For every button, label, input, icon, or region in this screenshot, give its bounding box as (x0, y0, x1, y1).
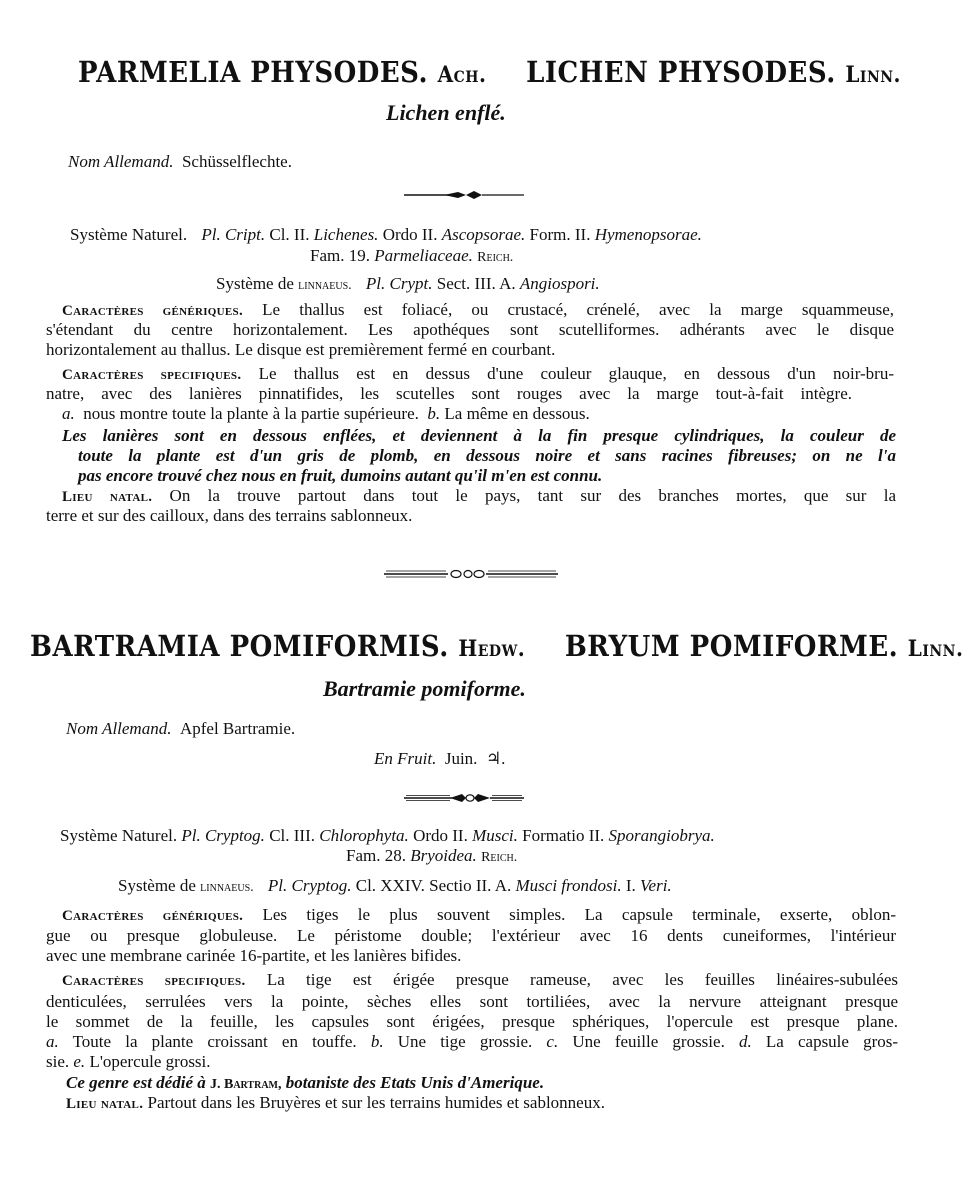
section2-systeme-naturel: Système Naturel. Pl. Cryptog. Cl. III. Chlorophyta. Ordo II. Musci. Formatio II. Sporangiobrya. (60, 826, 715, 845)
section2-lieu-label: Lieu natal. (66, 1096, 144, 1112)
section1-nom-value: Schüsselflechte. (181, 152, 292, 171)
ornament-divider-1 (404, 189, 524, 201)
section2-generic-label: Caractères génériques. (62, 908, 244, 924)
section1-title (78, 56, 901, 90)
section2-en-fruit: En Fruit. Juin. ♃. (374, 749, 506, 768)
section2-lieu: Lieu natal. Partout dans les Bruyères et sur les terrains humides et sablonneux. (66, 1093, 605, 1112)
section2-french-name: Bartramie pomiforme. (323, 676, 526, 701)
section2-specific-line-3: le sommet de la feuille, les capsules sont érigées, presque sphériques, l'opercule est presque plane. (46, 1012, 898, 1031)
section2-figures-line-1: a. Toute la plante croissant en touffe. b. Une tige grossie. c. Une feuille grossie. d. La capsule gros- (46, 1032, 899, 1051)
section2-figures-line-2: sie. e. L'opercule grossi. (46, 1052, 211, 1071)
ornament-divider-2 (384, 568, 558, 580)
section2-nom-allemand (66, 719, 295, 739)
section1-title-synonym-author: Linn. (845, 60, 902, 88)
section1-lieu-line-1: Lieu natal. On la trouve partout dans tout le pays, tant sur des branches mortes, que sur la (62, 486, 896, 505)
section1-note-line-3: pas encore trouvé chez nous en fruit, dumoins autant qu'il m'en est connu. (78, 466, 603, 485)
section1-generic-line-3: horizontalement au thallus. Le disque est premièrement fermé en courbant. (46, 340, 556, 359)
section1-nom-allemand (68, 152, 292, 172)
section1-systeme-linnaeus: Système de linnaeus. Pl. Crypt. Sect. III. A. Angiospori. (216, 274, 600, 293)
section1-specific-label: Caractères specifiques. (62, 367, 242, 383)
section2-specific-line-2: denticulées, serrulées vers la pointe, sèches elles sont tortiliées, avec la nervure atteignant presque (46, 992, 898, 1011)
section1-title-synonym: LICHEN PHYSODES. (526, 56, 836, 90)
section1-lieu-label: Lieu natal. (62, 489, 153, 505)
section2-generic-line-1: Caractères génériques. Les tiges le plus souvent simples. La capsule terminale, exserte, oblon- (62, 905, 896, 924)
section1-nom-label: Nom Allemand. (68, 152, 174, 171)
section1-lieu-line-2: terre et sur des cailloux, dans des terrains sablonneux. (46, 506, 413, 525)
section1-note-line-1: Les lanières sont en dessous enflées, et deviennent à la fin presque cylindriques, la couleur de (62, 426, 896, 445)
section2-nom-value: Apfel Bartramie. (179, 719, 296, 738)
ornament-divider-3 (404, 792, 524, 804)
section1-generic-label: Caractères génériques. (62, 303, 244, 319)
section2-systeme-naturel-fam: Fam. 28. Bryoidea. Reich. (346, 846, 518, 865)
section1-specific-line-2: natre, avec des lanières pinnatifides, les scutelles sont rouges avec la marge tout-à-fait intègre. (46, 384, 852, 403)
section1-generic-line-2: s'étendant du centre horizontalement. Les apothéques sont scutelliformes. adhérants avec le disque (46, 320, 894, 339)
section2-title-synonym: BRYUM POMIFORME. (564, 630, 899, 664)
section2-systeme-linnaeus: Système de linnaeus. Pl. Cryptog. Cl. XXIV. Sectio II. A. Musci frondosi. I. Veri. (118, 876, 672, 895)
section1-generic-line-1: Caractères génériques. Le thallus est foliacé, ou crustacé, crénelé, avec la marge squammeuse, (62, 300, 894, 319)
section1-french-name: Lichen enflé. (386, 100, 506, 125)
section1-systeme-naturel-fam: Fam. 19. Parmeliaceae. Reich. (310, 246, 514, 265)
section2-nom-label: Nom Allemand. (66, 719, 172, 738)
section2-generic-line-3: avec une membrane carinée 16-partite, et les lanières bifides. (46, 946, 462, 965)
section2-generic-line-2: gue ou presque globuleuse. Le péristome double; l'extérieur avec 16 dents cuneiformes, l'intérieur (46, 926, 896, 945)
section1-systeme-naturel: Système Naturel. Pl. Cript. Cl. II. Lichenes. Ordo II. Ascopsorae. Form. II. Hymenopsorae. (70, 225, 702, 244)
section1-title-author: Ach. (437, 60, 487, 88)
section2-note: Ce genre est dédié à J. Bartram, botaniste des Etats Unis d'Amerique. (66, 1073, 545, 1092)
jupiter-symbol-icon: ♃. (485, 749, 506, 768)
section1-note-line-2: toute la plante est d'un gris de plomb, en dessous noire et sans racines fibreuses; on ne l'a (78, 446, 896, 465)
section2-title-main: BARTRAMIA POMIFORMIS. (30, 630, 449, 664)
section2-title-author: Hedw. (458, 634, 526, 662)
section1-figures: a. nous montre toute la plante à la partie supérieure. b. La même en dessous. (62, 404, 590, 423)
section1-title-main: PARMELIA PHYSODES. (78, 56, 429, 90)
section2-specific-line-1: Caractères specifiques. La tige est érigée presque rameuse, avec les feuilles linéaires-subulées (62, 970, 899, 989)
section2-title-synonym-author: Linn. (907, 634, 963, 662)
section1-specific-line-1: Caractères specifiques. Le thallus est en dessus d'une couleur glauque, en dessous d'un noir-bru- (62, 364, 895, 383)
section2-title (30, 630, 963, 664)
section2-specific-label: Caractères specifiques. (62, 973, 246, 989)
